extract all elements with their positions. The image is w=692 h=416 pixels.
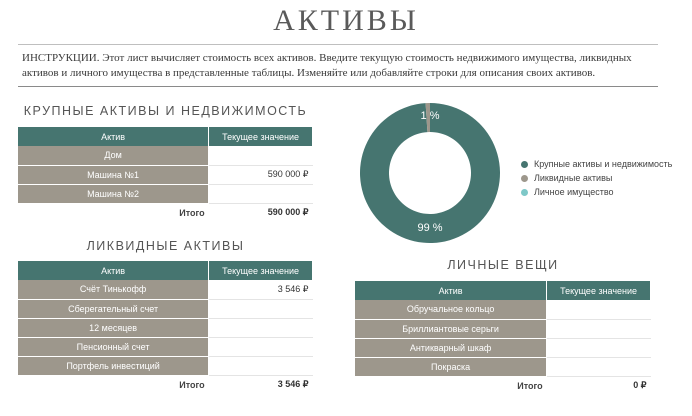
asset-name-cell[interactable]: Покраска bbox=[355, 357, 547, 376]
asset-name-cell[interactable]: Антикварный шкаф bbox=[355, 338, 547, 357]
column-header-asset[interactable]: Актив bbox=[18, 127, 209, 146]
asset-name-cell[interactable]: 12 месяцев bbox=[18, 318, 209, 337]
assets-donut-chart[interactable] bbox=[355, 98, 505, 248]
asset-value-cell[interactable] bbox=[547, 357, 651, 376]
legend-swatch-2 bbox=[521, 189, 528, 196]
total-label: Итого bbox=[18, 375, 209, 394]
legend-item bbox=[521, 185, 672, 199]
legend-swatch-1 bbox=[521, 175, 528, 182]
title-divider bbox=[18, 44, 658, 45]
asset-name-cell[interactable]: Пенсионный счет bbox=[18, 337, 209, 356]
asset-name-cell[interactable]: Счёт Тинькофф bbox=[18, 280, 209, 299]
total-row bbox=[18, 203, 313, 222]
total-row bbox=[355, 376, 651, 395]
asset-value-cell[interactable] bbox=[209, 318, 313, 337]
table-row bbox=[355, 357, 651, 376]
donut-label-1: 1 % bbox=[420, 110, 440, 122]
legend-item bbox=[521, 157, 672, 171]
asset-name-cell[interactable]: Сберегательный счет bbox=[18, 299, 209, 318]
asset-name-cell[interactable]: Машина №2 bbox=[18, 184, 209, 203]
asset-value-cell[interactable] bbox=[209, 337, 313, 356]
total-value[interactable]: 590 000 ₽ bbox=[209, 203, 313, 222]
page-title: АКТИВЫ bbox=[273, 4, 419, 37]
column-header-value[interactable]: Текущее значение bbox=[547, 281, 651, 300]
asset-name-cell[interactable]: Обручальное кольцо bbox=[355, 300, 547, 319]
table-row bbox=[18, 299, 313, 318]
asset-value-cell[interactable] bbox=[209, 356, 313, 375]
total-label: Итого bbox=[355, 376, 547, 395]
asset-value-cell[interactable]: 590 000 ₽ bbox=[209, 165, 313, 184]
liquid-assets-title: ЛИКВИДНЫЕ АКТИВЫ bbox=[86, 239, 245, 253]
asset-name-cell[interactable]: Дом bbox=[18, 146, 209, 165]
table-row bbox=[355, 319, 651, 338]
table-row bbox=[18, 318, 313, 337]
instructions-text: ИНСТРУКЦИИ. Этот лист вычисляет стоимость всех активов. Введите текущую стоимость недвижимого имущества, ликвидных активов и личного имущества в представленные таблицы. Изменяйте или добавляйте строки для описания своих активов. bbox=[22, 52, 632, 79]
personal-items-title: ЛИЧНЫЕ ВЕЩИ bbox=[447, 258, 559, 272]
legend-swatch-0 bbox=[521, 161, 528, 168]
column-header-value[interactable]: Текущее значение bbox=[209, 261, 313, 280]
legend-item bbox=[521, 171, 672, 185]
table-row bbox=[355, 300, 651, 319]
total-value[interactable]: 3 546 ₽ bbox=[209, 375, 313, 394]
asset-value-cell[interactable] bbox=[209, 146, 313, 165]
total-row bbox=[18, 375, 313, 394]
donut-label-0: 99 % bbox=[417, 222, 443, 234]
total-value[interactable]: 0 ₽ bbox=[547, 376, 651, 395]
asset-value-cell[interactable] bbox=[209, 184, 313, 203]
legend-label: Крупные активы и недвижимость bbox=[534, 159, 673, 169]
instructions-divider bbox=[18, 86, 658, 87]
asset-value-cell[interactable] bbox=[547, 338, 651, 357]
liquid-assets-table bbox=[18, 261, 313, 394]
major-assets-title: КРУПНЫЕ АКТИВЫ И НЕДВИЖИМОСТЬ bbox=[23, 104, 308, 118]
asset-value-cell[interactable] bbox=[209, 299, 313, 318]
table-row bbox=[355, 338, 651, 357]
asset-name-cell[interactable]: Машина №1 bbox=[18, 165, 209, 184]
asset-name-cell[interactable]: Бриллиантовые серьги bbox=[355, 319, 547, 338]
legend-label: Личное имущество bbox=[534, 187, 614, 197]
asset-value-cell[interactable]: 3 546 ₽ bbox=[209, 280, 313, 299]
asset-name-cell[interactable]: Портфель инвестиций bbox=[18, 356, 209, 375]
table-row bbox=[18, 165, 313, 184]
asset-value-cell[interactable] bbox=[547, 300, 651, 319]
major-assets-table bbox=[18, 127, 313, 222]
legend-label: Ликвидные активы bbox=[534, 173, 613, 183]
personal-items-table bbox=[355, 281, 651, 395]
column-header-asset[interactable]: Актив bbox=[355, 281, 547, 300]
table-row bbox=[18, 184, 313, 203]
table-row bbox=[18, 337, 313, 356]
asset-value-cell[interactable] bbox=[547, 319, 651, 338]
table-row bbox=[18, 356, 313, 375]
chart-legend bbox=[521, 157, 672, 199]
column-header-asset[interactable]: Актив bbox=[18, 261, 209, 280]
column-header-value[interactable]: Текущее значение bbox=[209, 127, 313, 146]
table-row bbox=[18, 280, 313, 299]
table-row bbox=[18, 146, 313, 165]
total-label: Итого bbox=[18, 203, 209, 222]
